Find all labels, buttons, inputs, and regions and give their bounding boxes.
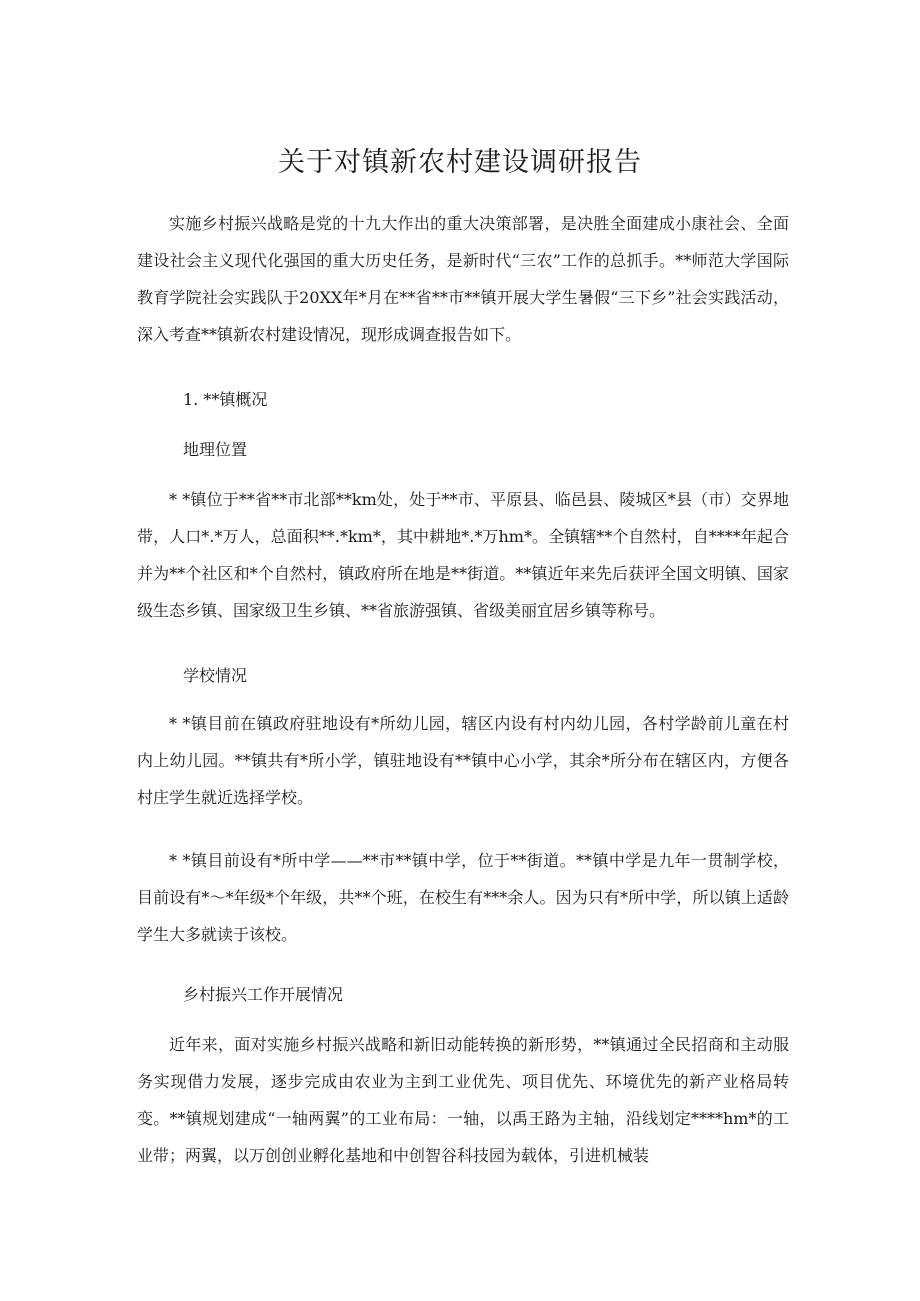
geography-paragraph: * *镇位于**省**市北部**km处，处于**市、平原县、临邑县、陵城区*县（市）交界地带，人口*.*万人，总面积**.*km*，其中耕地*.*万hm*。全镇辖**个自然村，自****年起合并为**个社区和*个自然村，镇政府所在地是**街道。**镇近年来先后获评全国文明镇、国家级生态乡镇、国家级卫生乡镇、**省旅游强镇、省级美丽宜居乡镇等称号。 [137,490,789,620]
subheading-revitalization: 乡村振兴工作开展情况 [183,985,344,1004]
document-title: 关于对镇新农村建设调研报告 [278,147,642,178]
subheading-geography: 地理位置 [183,440,248,459]
intro-paragraph: 实施乡村振兴战略是党的十九大作出的重大决策部署，是决胜全面建成小康社会、全面建设社会主义现代化强国的重大历史任务，是新时代“三农”工作的总抓手。**师范大学国际教育学院社会实践队于20XX年*月在**省**市**镇开展大学生暑假“三下乡”社会实践活动，深入考查**镇新农村建设情况，现形成调查报告如下。 [137,214,789,344]
schools-paragraph-1: * *镇目前在镇政府驻地设有*所幼儿园，辖区内设有村内幼儿园，各村学龄前儿童在村内上幼儿园。**镇共有*所小学，镇驻地设有**镇中心小学，其余*所分布在辖区内，方便各村庄学生就近选择学校。 [137,714,789,807]
revitalization-paragraph: 近年来，面对实施乡村振兴战略和新旧动能转换的新形势，**镇通过全民招商和主动服务实现借力发展，逐步完成由农业为主到工业优先、项目优先、环境优先的新产业格局转变。**镇规划建成“一轴两翼”的工业布局：一轴，以禹王路为主轴，沿线划定****hm*的工业带；两翼，以万创创业孵化基地和中创智谷科技园为载体，引进机械装 [137,1035,789,1165]
section-heading-overview: 1. **镇概况 [183,390,268,409]
subheading-schools: 学校情况 [183,666,248,685]
schools-paragraph-2: * *镇目前设有*所中学——**市**镇中学，位于**街道。**镇中学是九年一贯制学校，目前设有*～*年级*个年级，共**个班，在校生有***余人。因为只有*所中学，所以镇上适龄学生大多就读于该校。 [137,851,789,944]
